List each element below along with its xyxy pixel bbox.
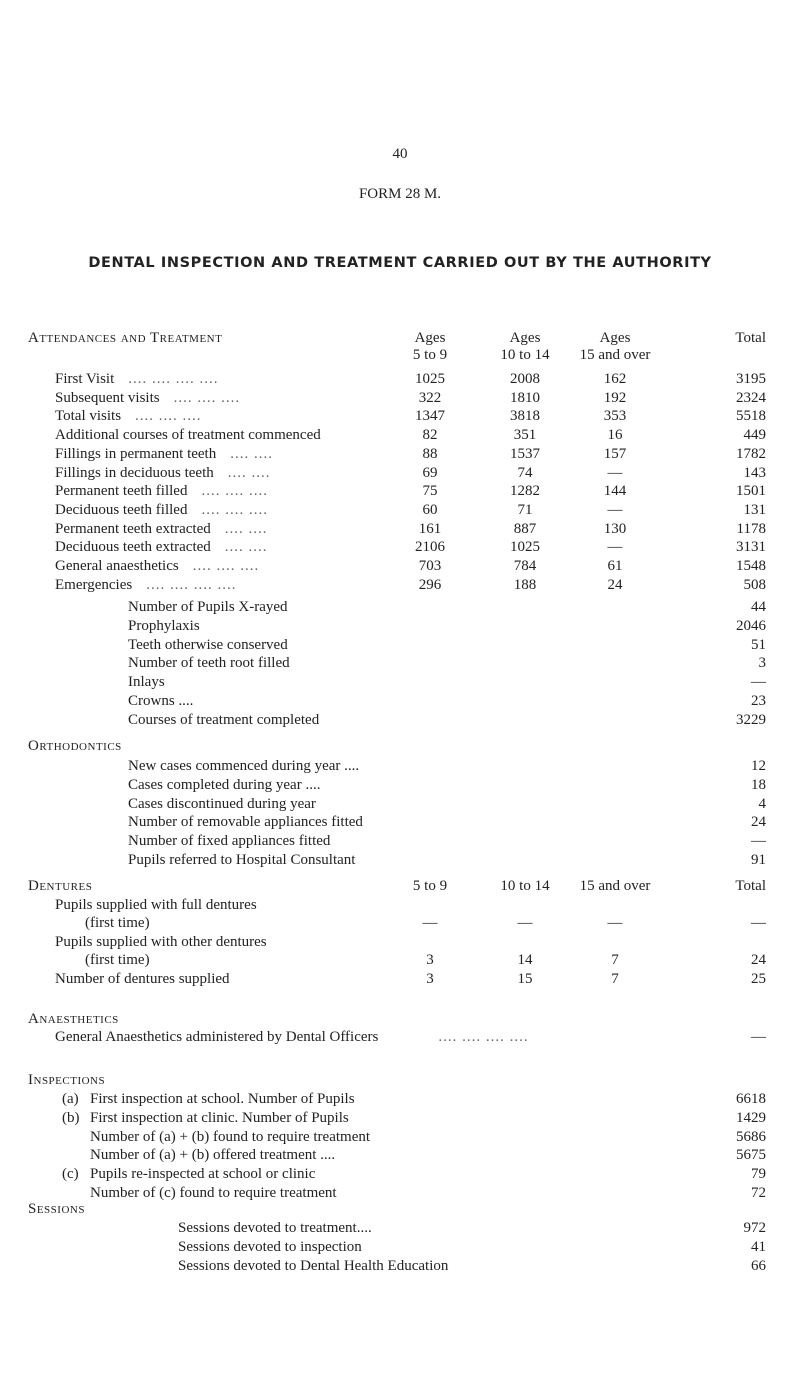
table-row bbox=[0, 576, 800, 594]
cell-value: 1178 bbox=[736, 520, 766, 537]
row-label-text: Additional courses of treatment commenced bbox=[55, 427, 321, 444]
item-label: Number of Pupils X-rayed bbox=[128, 599, 288, 615]
row-label bbox=[55, 538, 268, 556]
row-label-text: Subsequent visits bbox=[55, 389, 160, 406]
leader-dots: .... .... bbox=[224, 520, 268, 537]
cell-value: — bbox=[517, 915, 533, 931]
cell-value: 25 bbox=[751, 971, 766, 987]
list-item bbox=[0, 1146, 800, 1164]
item-label: Number of (a) + (b) offered treatment .... bbox=[90, 1147, 336, 1164]
list-item bbox=[0, 813, 800, 831]
dentures-heading: Dentures bbox=[28, 878, 93, 894]
cell-value: 3 bbox=[426, 971, 434, 987]
cell-value: 784 bbox=[513, 558, 537, 574]
item-value: 23 bbox=[751, 693, 766, 709]
cell-value: — bbox=[607, 501, 623, 518]
item-value: 3 bbox=[758, 655, 766, 672]
item-value: — bbox=[751, 674, 766, 691]
cell-value: 130 bbox=[603, 520, 627, 537]
cell-value: 1782 bbox=[736, 445, 766, 462]
cell-value: 5518 bbox=[736, 408, 766, 425]
item-value: 1429 bbox=[736, 1109, 766, 1126]
row-label bbox=[55, 426, 321, 444]
cell-value: 82 bbox=[422, 427, 438, 444]
row-label bbox=[55, 389, 240, 407]
item-label: Teeth otherwise conserved bbox=[128, 636, 288, 653]
cell-value: 887 bbox=[513, 520, 537, 537]
leader-dots: .... .... bbox=[227, 464, 271, 481]
item-value: 66 bbox=[751, 1257, 766, 1274]
dentures-col-15-over: 15 and over bbox=[579, 878, 651, 894]
cell-value: 449 bbox=[743, 427, 766, 444]
item-label: Number of (a) + (b) found to require treatment bbox=[90, 1128, 371, 1145]
item-value: 972 bbox=[743, 1220, 766, 1236]
row-label-text: General anaesthetics bbox=[55, 558, 179, 574]
cell-value: 351 bbox=[513, 427, 537, 444]
col-header-10-14 bbox=[490, 330, 560, 364]
cell-value: 353 bbox=[603, 408, 627, 425]
cell-value: 14 bbox=[517, 952, 533, 968]
sessions-heading: Sessions bbox=[28, 1201, 85, 1217]
col-header-line2: 15 and over bbox=[579, 347, 651, 363]
anaesthetics-label: General Anaesthetics administered by Dental Officers .... .... .... .... bbox=[55, 1029, 529, 1045]
cell-value: 2008 bbox=[510, 371, 540, 387]
item-label: Cases discontinued during year bbox=[128, 795, 316, 812]
cell-value: 703 bbox=[418, 558, 442, 574]
page-number: 40 bbox=[392, 146, 408, 162]
leader-dots: .... .... .... .... bbox=[146, 576, 237, 593]
list-item bbox=[0, 711, 800, 729]
table-row bbox=[0, 445, 800, 463]
list-item bbox=[0, 851, 800, 869]
dentures-col-5-9: 5 to 9 bbox=[412, 878, 448, 894]
table-row bbox=[0, 407, 800, 425]
cell-value: 3818 bbox=[510, 408, 540, 425]
dentures-col-total: Total bbox=[735, 878, 766, 894]
cell-value: 3 bbox=[426, 952, 434, 968]
row-label-text: Deciduous teeth extracted bbox=[55, 539, 211, 556]
item-value: 72 bbox=[751, 1185, 766, 1201]
item-label: Pupils re-inspected at school or clinic bbox=[90, 1166, 316, 1183]
item-label: Pupils referred to Hospital Consultant bbox=[128, 852, 356, 868]
cell-value: 1282 bbox=[510, 483, 540, 500]
item-value: 18 bbox=[751, 776, 766, 793]
page-title: DENTAL INSPECTION AND TREATMENT CARRIED OUT BY THE AUTHORITY bbox=[88, 255, 712, 271]
item-value: 4 bbox=[758, 795, 766, 812]
list-item bbox=[0, 617, 800, 635]
cell-value: 2106 bbox=[415, 539, 445, 556]
row-label bbox=[55, 464, 271, 482]
list-item bbox=[0, 795, 800, 813]
item-label: Sessions devoted to treatment.... bbox=[178, 1220, 372, 1236]
row-label bbox=[55, 407, 202, 425]
cell-value: 16 bbox=[607, 427, 623, 444]
cell-value: 75 bbox=[422, 483, 438, 500]
cell-value: 162 bbox=[603, 371, 627, 387]
row-label-text: First Visit bbox=[55, 371, 115, 387]
item-label: Courses of treatment completed bbox=[128, 711, 320, 728]
table-row bbox=[0, 520, 800, 538]
row-label-text: Fillings in permanent teeth bbox=[55, 445, 217, 462]
col-header-15-over bbox=[570, 330, 660, 364]
cell-value: 188 bbox=[513, 576, 537, 593]
col-header-line1: Ages bbox=[599, 330, 631, 346]
item-value: 44 bbox=[751, 599, 766, 615]
list-item bbox=[0, 1165, 800, 1183]
item-marker: (c) bbox=[62, 1166, 79, 1183]
cell-value: 7 bbox=[611, 971, 619, 987]
item-label: First inspection at school. Number of Pupils bbox=[90, 1091, 355, 1107]
cell-value: 131 bbox=[743, 501, 766, 518]
list-item bbox=[0, 1109, 800, 1127]
item-value: 41 bbox=[751, 1238, 766, 1255]
table-row bbox=[0, 501, 800, 519]
cell-value: — bbox=[607, 464, 623, 481]
cell-value: 192 bbox=[603, 389, 627, 406]
cell-value: 88 bbox=[422, 445, 438, 462]
cell-value: 7 bbox=[611, 952, 619, 968]
list-item bbox=[0, 598, 800, 616]
item-value: 5675 bbox=[736, 1147, 766, 1164]
cell-value: 1537 bbox=[510, 445, 540, 462]
cell-value: 3131 bbox=[736, 539, 766, 556]
table-row bbox=[0, 389, 800, 407]
item-value: 5686 bbox=[736, 1128, 766, 1145]
dentures-col-10-14: 10 to 14 bbox=[500, 878, 550, 894]
col-header-total: Total bbox=[735, 330, 766, 346]
orthodontics-heading: Orthodontics bbox=[28, 738, 122, 754]
leader-dots: .... .... .... bbox=[192, 558, 260, 574]
cell-value: 15 bbox=[517, 971, 533, 987]
cell-value: — bbox=[422, 915, 438, 931]
item-label: New cases commenced during year .... bbox=[128, 758, 360, 774]
item-value: 51 bbox=[751, 636, 766, 653]
item-marker: (a) bbox=[62, 1091, 79, 1107]
cell-value: — bbox=[751, 915, 766, 931]
item-value: 91 bbox=[751, 852, 766, 868]
cell-value: 1810 bbox=[510, 389, 540, 406]
form-number: FORM 28 M. bbox=[358, 186, 442, 202]
leader-dots: .... .... .... .... bbox=[128, 371, 219, 387]
item-label: Sessions devoted to inspection bbox=[178, 1238, 362, 1255]
table-row bbox=[0, 557, 800, 575]
list-item bbox=[0, 776, 800, 794]
leader-dots: .... .... .... bbox=[135, 408, 202, 425]
row-label bbox=[55, 520, 268, 538]
row-label-text: Permanent teeth filled bbox=[55, 483, 188, 500]
cell-value: 1347 bbox=[415, 408, 445, 425]
table-row bbox=[0, 464, 800, 482]
list-item bbox=[0, 673, 800, 691]
item-label: Inlays bbox=[128, 674, 165, 691]
attendances-heading: Attendances and Treatment bbox=[28, 330, 223, 346]
cell-value: 1501 bbox=[736, 483, 766, 500]
list-item bbox=[0, 692, 800, 710]
item-label: Crowns .... bbox=[128, 693, 194, 709]
row-label bbox=[55, 557, 259, 575]
cell-value: — bbox=[607, 915, 623, 931]
cell-value: 143 bbox=[743, 464, 766, 481]
item-label: Prophylaxis bbox=[128, 617, 200, 634]
row-label bbox=[55, 501, 268, 519]
cell-value: 1548 bbox=[736, 558, 766, 574]
list-item bbox=[0, 757, 800, 775]
list-item bbox=[0, 1128, 800, 1146]
anaesthetics-value: — bbox=[751, 1029, 766, 1045]
row-label-text: Fillings in deciduous teeth bbox=[55, 464, 214, 481]
cell-value: — bbox=[607, 539, 623, 556]
cell-value: 74 bbox=[517, 464, 533, 481]
row-label-text: Deciduous teeth filled bbox=[55, 501, 188, 518]
col-header-line2: 5 to 9 bbox=[412, 347, 448, 363]
item-value: 24 bbox=[751, 814, 766, 831]
table-row bbox=[0, 538, 800, 556]
cell-value: 296 bbox=[418, 576, 442, 593]
leader-dots: .... .... .... bbox=[201, 501, 268, 518]
table-row bbox=[0, 370, 800, 388]
table-row bbox=[0, 482, 800, 500]
col-header-5-9 bbox=[400, 330, 460, 364]
anaesthetics-heading: Anaesthetics bbox=[28, 1011, 119, 1027]
denture-row-label: Number of dentures supplied bbox=[55, 971, 230, 987]
list-item bbox=[0, 832, 800, 850]
list-item bbox=[0, 1257, 800, 1275]
denture-row-label: Pupils supplied with other dentures bbox=[55, 934, 267, 950]
item-value: 3229 bbox=[736, 711, 766, 728]
cell-value: 24 bbox=[751, 952, 766, 968]
row-label-text: Emergencies bbox=[55, 576, 133, 593]
row-label bbox=[55, 370, 219, 388]
cell-value: 3195 bbox=[736, 371, 766, 387]
item-label: Number of fixed appliances fitted bbox=[128, 833, 331, 850]
cell-value: 508 bbox=[743, 576, 766, 593]
cell-value: 2324 bbox=[736, 389, 766, 406]
cell-value: 157 bbox=[603, 445, 627, 462]
denture-row-label-2: (first time) bbox=[85, 952, 150, 968]
item-label: Number of teeth root filled bbox=[128, 655, 290, 672]
table-row bbox=[0, 426, 800, 444]
leader-dots: .... .... .... bbox=[173, 389, 241, 406]
denture-row-label: Pupils supplied with full dentures bbox=[55, 897, 257, 913]
item-value: 6618 bbox=[736, 1091, 766, 1107]
cell-value: 24 bbox=[607, 576, 623, 593]
list-item bbox=[0, 1090, 800, 1108]
cell-value: 322 bbox=[418, 389, 442, 406]
list-item bbox=[0, 654, 800, 672]
denture-row-label-2: (first time) bbox=[85, 915, 150, 931]
item-value: 2046 bbox=[736, 617, 766, 634]
item-value: — bbox=[751, 833, 766, 850]
leader-dots: .... .... bbox=[224, 539, 268, 556]
item-value: 79 bbox=[751, 1166, 766, 1183]
row-label bbox=[55, 576, 236, 594]
col-header-line1: Ages bbox=[509, 330, 541, 346]
cell-value: 61 bbox=[607, 558, 623, 574]
col-header-line2: 10 to 14 bbox=[500, 347, 550, 363]
cell-value: 161 bbox=[418, 520, 442, 537]
item-value: 12 bbox=[751, 758, 766, 774]
item-label: Sessions devoted to Dental Health Education bbox=[178, 1257, 449, 1274]
item-label: Cases completed during year .... bbox=[128, 776, 321, 793]
item-label: Number of (c) found to require treatment bbox=[90, 1185, 337, 1201]
item-label: First inspection at clinic. Number of Pupils bbox=[90, 1109, 349, 1126]
inspections-heading: Inspections bbox=[28, 1072, 106, 1088]
row-label-text: Total visits bbox=[55, 408, 122, 425]
row-label bbox=[55, 482, 268, 500]
list-item bbox=[0, 1238, 800, 1256]
cell-value: 71 bbox=[517, 501, 533, 518]
row-label-text: Permanent teeth extracted bbox=[55, 520, 211, 537]
item-label: Number of removable appliances fitted bbox=[128, 814, 363, 831]
list-item bbox=[0, 636, 800, 654]
cell-value: 69 bbox=[422, 464, 438, 481]
row-label bbox=[55, 445, 273, 463]
col-header-line1: Ages bbox=[414, 330, 446, 346]
leader-dots: .... .... bbox=[230, 445, 273, 462]
item-marker: (b) bbox=[62, 1109, 80, 1126]
cell-value: 144 bbox=[603, 483, 627, 500]
leader-dots: .... .... .... bbox=[201, 483, 268, 500]
list-item bbox=[0, 1219, 800, 1237]
cell-value: 1025 bbox=[510, 539, 540, 556]
list-item bbox=[0, 1184, 800, 1202]
cell-value: 1025 bbox=[415, 371, 445, 387]
cell-value: 60 bbox=[422, 501, 438, 518]
